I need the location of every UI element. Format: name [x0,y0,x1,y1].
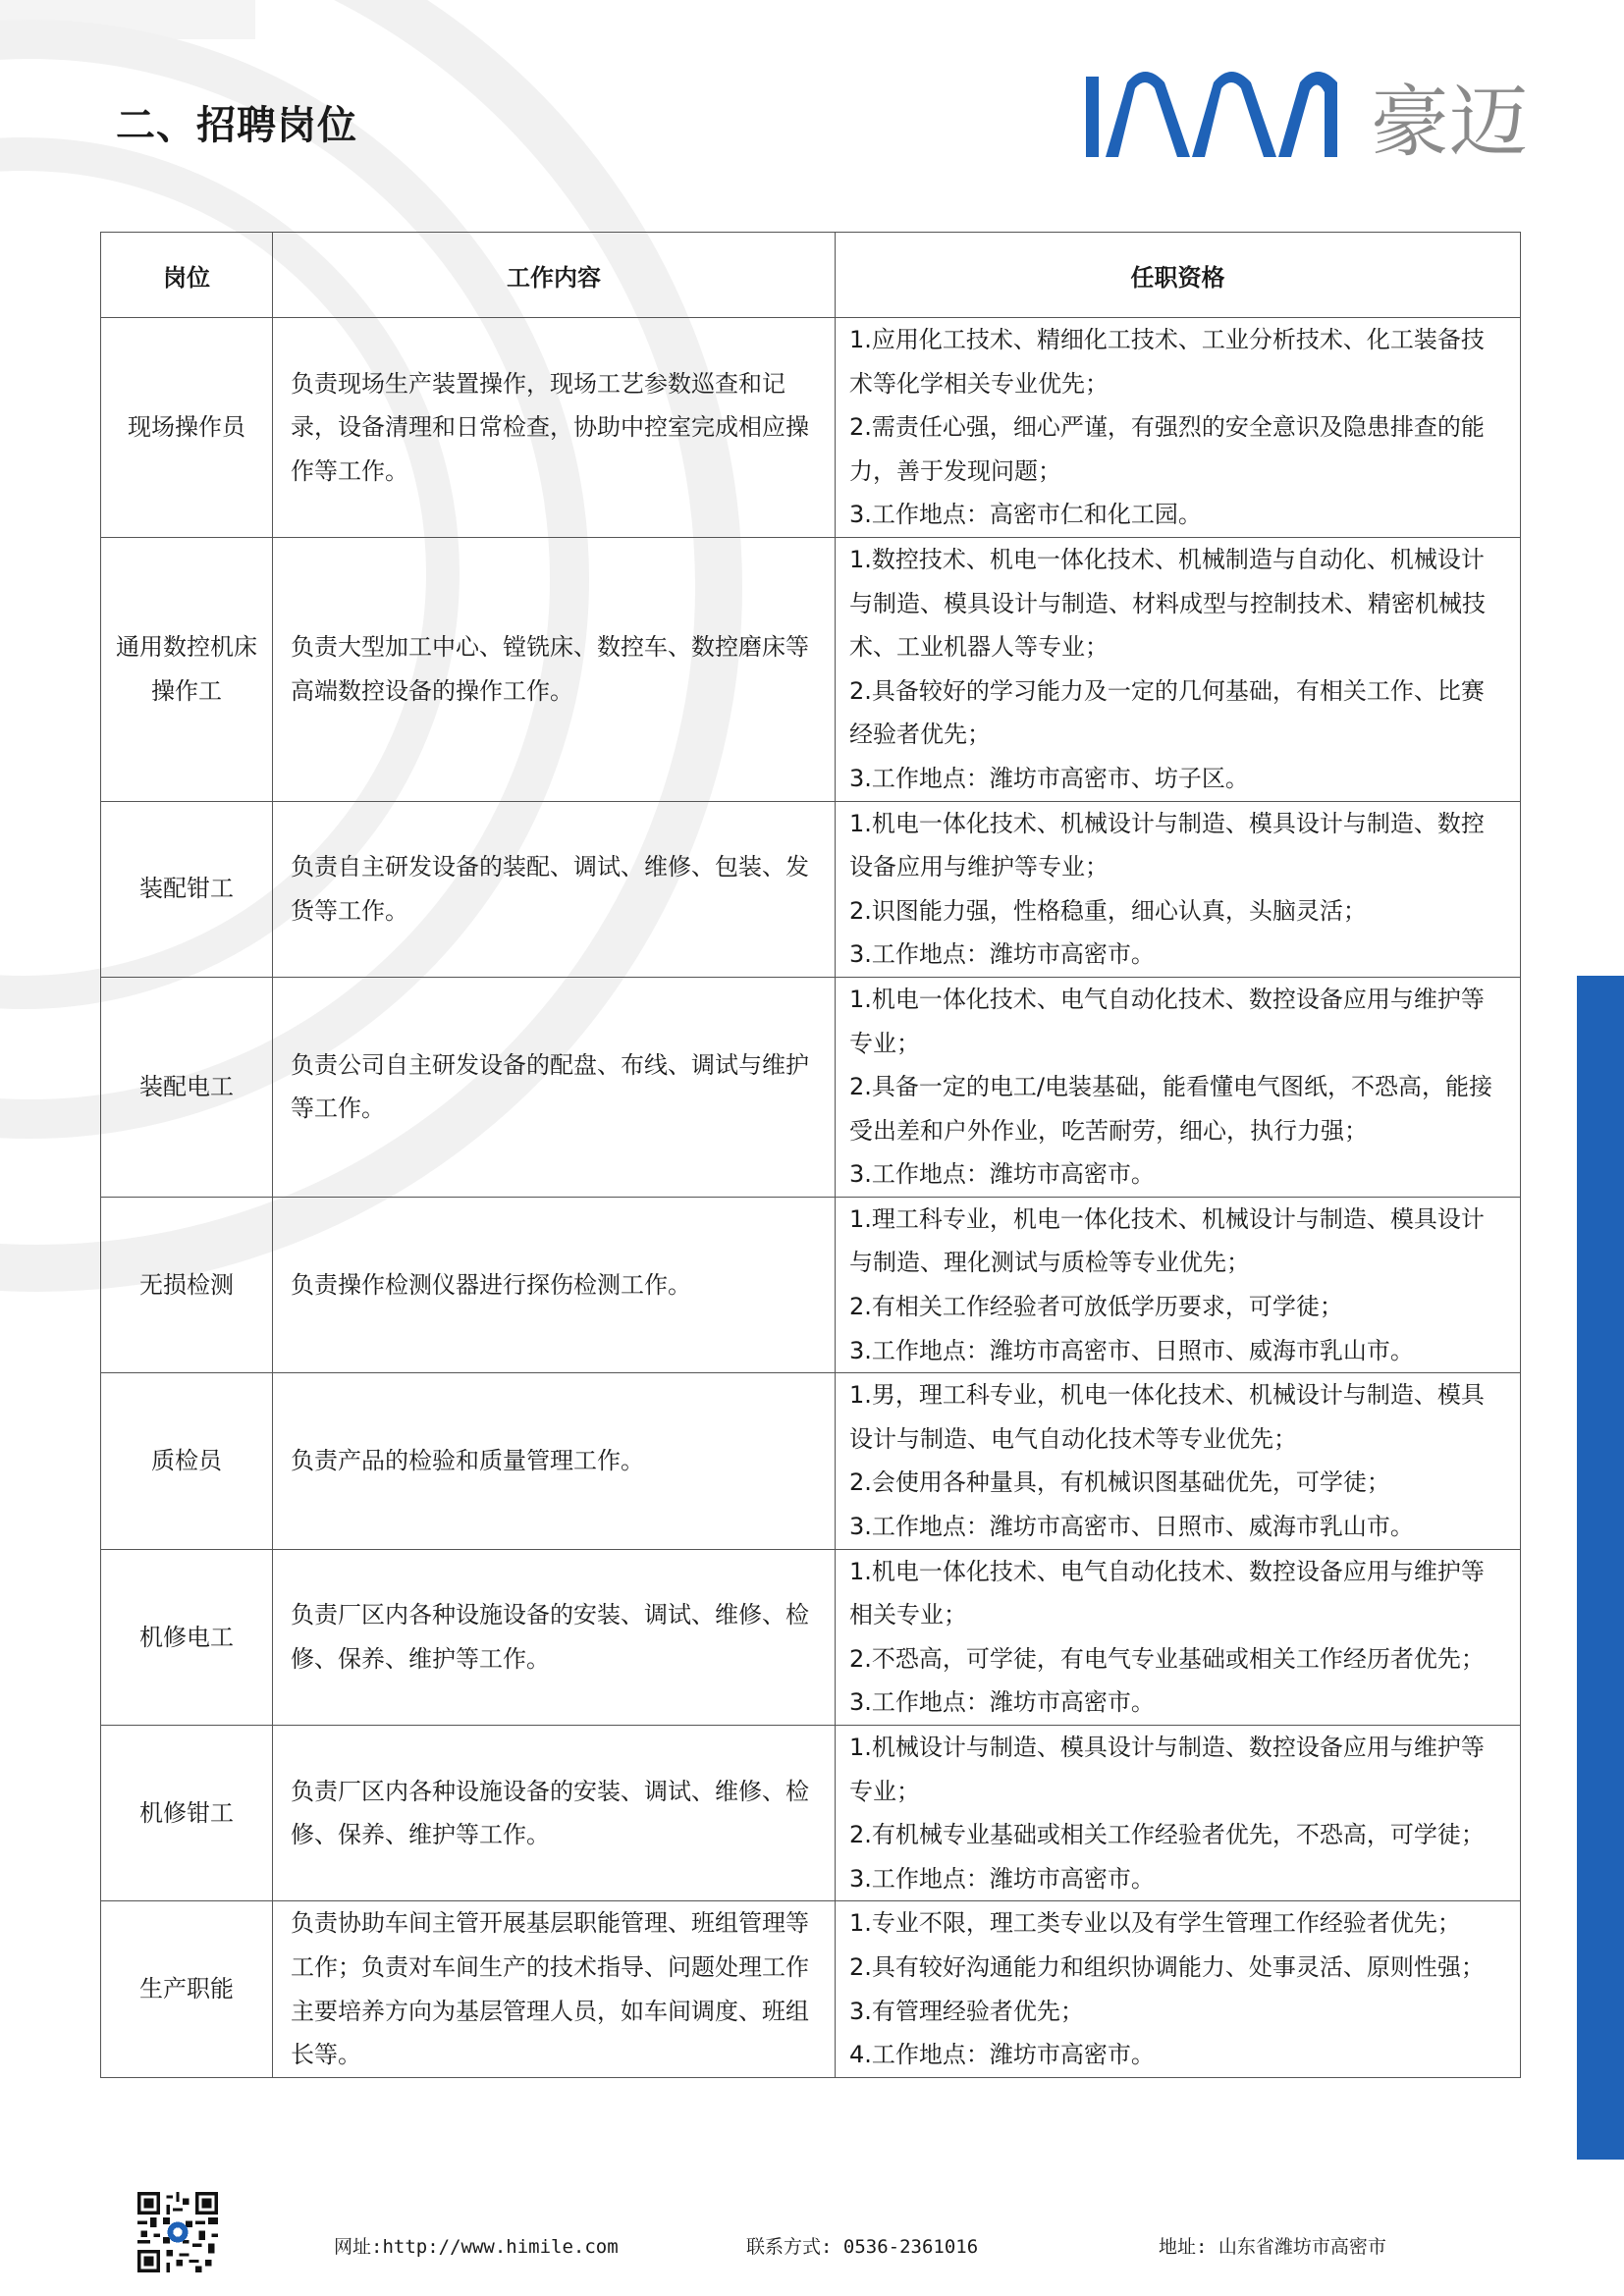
job-duty: 负责公司自主研发设备的配盘、布线、调试与维护等工作。 [273,977,836,1197]
footer-address: 地址: 山东省潍坊市高密市 [1159,2236,1386,2258]
requirement-item: 1.理工科专业，机电一体化技术、机械设计与制造、模具设计与制造、理化测试与质检等专业优先； [849,1204,1485,1277]
requirement-item: 2.识图能力强，性格稳重，细心认真，头脑灵活； [849,896,1367,925]
footer-phone: 联系方式: 0536-2361016 [746,2236,979,2258]
job-requirements [836,1901,1521,2077]
requirement-item: 3.工作地点：潍坊市高密市、坊子区。 [849,764,1249,792]
requirement-item: 3.工作地点：潍坊市高密市、日照市、威海市乳山市。 [849,1513,1414,1541]
job-duty: 负责大型加工中心、镗铣床、数控车、数控磨床等高端数控设备的操作工作。 [273,537,836,801]
header-duty: 工作内容 [273,233,836,318]
requirement-item: 1.数控技术、机电一体化技术、机械制造与自动化、机械设计与制造、模具设计与制造、材料成型与控制技术、精密机械技术、工业机器人等专业； [849,545,1486,662]
job-duty: 负责现场生产装置操作，现场工艺参数巡查和记录，设备清理和日常检查，协助中控室完成相应操作等工作。 [273,318,836,538]
job-title: 装配电工 [101,977,273,1197]
requirement-item: 3.有管理经验者优先； [849,1997,1084,2025]
requirement-item: 2.具备一定的电工/电装基础，能看懂电气图纸，不恐高，能接受出差和户外作业，吃苦耐劳，细心，执行力强； [849,1073,1492,1145]
requirement-item: 3.工作地点：潍坊市高密市。 [849,1688,1155,1717]
job-title: 通用数控机床操作工 [101,537,273,801]
job-requirements [836,318,1521,538]
job-requirements [836,1549,1521,1725]
page-title: 二、招聘岗位 [116,103,357,148]
requirement-item: 2.有相关工作经验者可放低学历要求，可学徒； [849,1293,1343,1321]
requirement-item: 3.工作地点：潍坊市高密市。 [849,1160,1155,1189]
requirement-item: 2.具备较好的学习能力及一定的几何基础，有相关工作、比赛经验者优先； [849,676,1485,749]
side-accent-bar [1577,976,1624,2160]
table-row [101,1197,1521,1372]
requirement-item: 2.不恐高，可学徒，有电气专业基础或相关工作经历者优先； [849,1644,1485,1673]
jobs-table [100,232,1521,2078]
job-duty: 负责产品的检验和质量管理工作。 [273,1373,836,1549]
requirement-item: 1.机电一体化技术、机械设计与制造、模具设计与制造、数控设备应用与维护等专业； [849,809,1485,881]
requirement-item: 1.机械设计与制造、模具设计与制造、数控设备应用与维护等专业； [849,1734,1485,1805]
job-title: 无损检测 [101,1197,273,1372]
requirement-item: 1.应用化工技术、精细化工技术、工业分析技术、化工装备技术等化学相关专业优先； [849,326,1485,398]
requirement-item: 1.专业不限，理工类专业以及有学生管理工作经验者优先； [849,1909,1461,1938]
job-duty: 负责操作检测仪器进行探伤检测工作。 [273,1197,836,1372]
requirement-item: 2.有机械专业基础或相关工作经验者优先，不恐高，可学徒； [849,1821,1485,1849]
job-requirements [836,801,1521,977]
brand-name: 豪迈 [1371,77,1528,165]
table-row [101,1549,1521,1725]
requirement-item: 1.男，理工科专业，机电一体化技术、机械设计与制造、模具设计与制造、电气自动化技术等专业优先； [849,1381,1485,1453]
table-row [101,801,1521,977]
requirement-item: 2.具有较好沟通能力和组织协调能力、处事灵活、原则性强； [849,1952,1485,1981]
job-requirements [836,1726,1521,1901]
job-title: 质检员 [101,1373,273,1549]
table-row [101,1901,1521,2077]
job-requirements [836,1197,1521,1372]
requirement-item: 3.工作地点：潍坊市高密市。 [849,1864,1155,1893]
header-requirements: 任职资格 [836,233,1521,318]
footer-website[interactable]: 网址:http://www.himile.com [334,2236,619,2258]
table-header-row [101,233,1521,318]
job-title: 装配钳工 [101,801,273,977]
requirement-item: 3.工作地点：潍坊市高密市。 [849,940,1155,969]
job-title: 机修电工 [101,1549,273,1725]
requirement-item: 3.工作地点：潍坊市高密市、日照市、威海市乳山市。 [849,1336,1414,1364]
job-duty: 负责自主研发设备的装配、调试、维修、包装、发货等工作。 [273,801,836,977]
requirement-item: 2.会使用各种量具，有机械识图基础优先，可学徒； [849,1468,1390,1497]
job-duty: 负责厂区内各种设施设备的安装、调试、维修、检修、保养、维护等工作。 [273,1726,836,1901]
job-title: 现场操作员 [101,318,273,538]
job-title: 生产职能 [101,1901,273,2077]
table-row [101,977,1521,1197]
company-logo [1076,67,1577,165]
table-row [101,1726,1521,1901]
table-row [101,1373,1521,1549]
job-title: 机修钳工 [101,1726,273,1901]
job-requirements [836,537,1521,801]
job-requirements [836,977,1521,1197]
job-duty: 负责协助车间主管开展基层职能管理、班组管理等工作；负责对车间生产的技术指导、问题处理工作主要培养方向为基层管理人员，如车间调度、班组长等。 [273,1901,836,2077]
job-duty: 负责厂区内各种设施设备的安装、调试、维修、检修、保养、维护等工作。 [273,1549,836,1725]
requirement-item: 2.需责任心强，细心严谨，有强烈的安全意识及隐患排查的能力，善于发现问题； [849,413,1485,485]
requirement-item: 1.机电一体化技术、电气自动化技术、数控设备应用与维护等相关专业； [849,1557,1485,1629]
job-requirements [836,1373,1521,1549]
requirement-item: 4.工作地点：潍坊市高密市。 [849,2041,1155,2069]
qr-code-icon [137,2192,218,2272]
requirement-item: 1.机电一体化技术、电气自动化技术、数控设备应用与维护等专业； [849,985,1485,1057]
requirement-item: 3.工作地点：高密市仁和化工园。 [849,501,1202,529]
table-row [101,537,1521,801]
table-row [101,318,1521,538]
header-position: 岗位 [101,233,273,318]
